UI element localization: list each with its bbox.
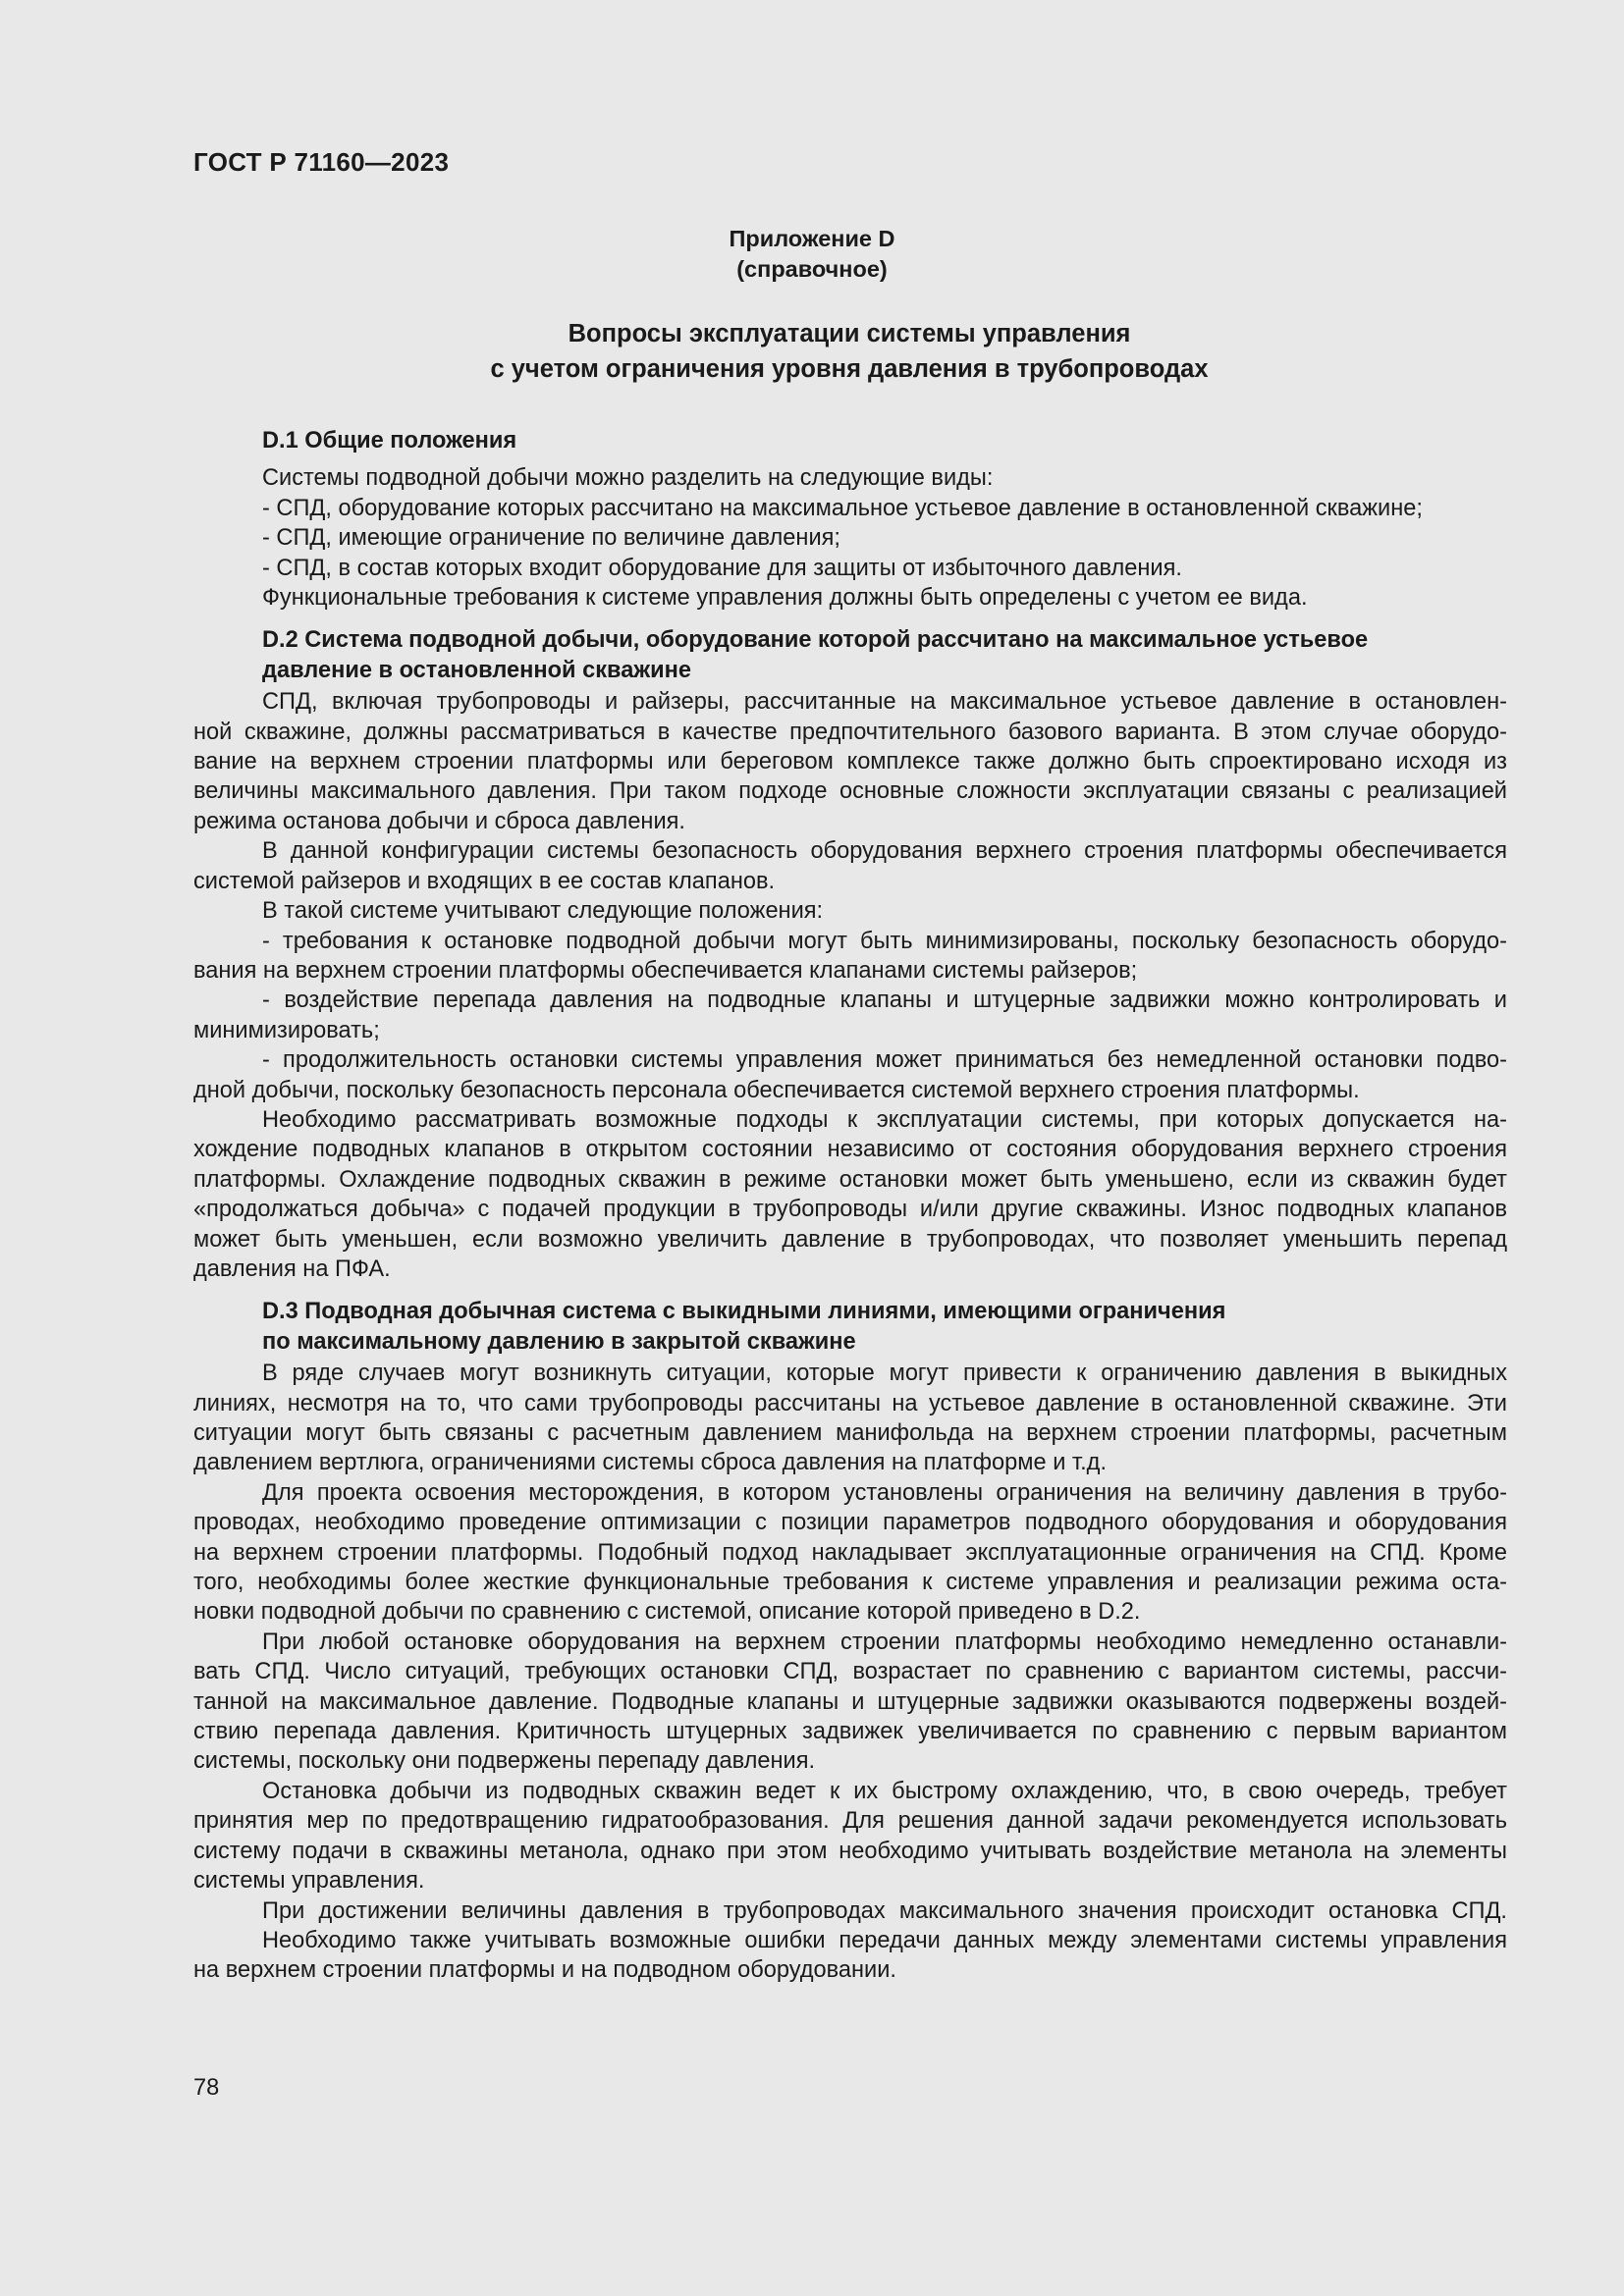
text-line: того, необходимы более жесткие функциональные требования к системе управления и реализации режима оста-: [193, 1570, 1507, 1596]
appendix-heading: [0, 224, 1624, 285]
text-line: системой райзеров и входящих в ее состав клапанов.: [193, 868, 776, 894]
list-item: - воздействие перепада давления на подводные клапаны и штуцерные задвижки можно контролировать и: [262, 988, 1507, 1014]
text-line: СПД, включая трубопроводы и райзеры, рассчитанные на максимальное устьевое давление в остановлен-: [262, 689, 1507, 716]
text-line: проводах, необходимо проведение оптимизации с позиции параметров подводного оборудования и оборудования: [193, 1510, 1507, 1536]
heading-line: по максимальному давлению в закрытой скважине: [262, 1328, 856, 1355]
text-line: режима останова добычи и сброса давления.: [193, 808, 685, 834]
text-line: Необходимо также учитывать возможные ошибки передачи данных между элементами системы управления: [262, 1927, 1507, 1953]
heading-line: D.3 Подводная добычная система с выкидными линиями, имеющими ограничения: [262, 1299, 1226, 1325]
text-line: линиях, несмотря на то, что сами трубопроводы рассчитаны на устьевое давление в остановленной скважине. Эти: [193, 1390, 1507, 1416]
document-body: [193, 426, 1507, 1986]
text-line: может быть уменьшен, если возможно увеличить давление в трубопроводах, что позволяет уменьшить перепад: [193, 1226, 1507, 1253]
list-item: вания на верхнем строении платформы обеспечивается клапанами системы райзеров;: [193, 957, 1138, 984]
text-line: Необходимо рассматривать возможные подходы к эксплуатации системы, при которых допускается на-: [262, 1106, 1507, 1133]
section-heading-d3: [193, 1297, 1507, 1357]
section-heading-d1: D.1 Общие положения: [262, 428, 517, 454]
text-line: на верхнем строении платформы. Подобный подход накладывает эксплуатационные ограничения на СПД. Кроме: [193, 1539, 1507, 1566]
text-line: вание на верхнем строении платформы или береговом комплексе также должно быть спроектировано исходя из: [193, 749, 1507, 775]
appendix-name: Приложение D: [729, 226, 895, 251]
list-item: - продолжительность остановки системы управления может приниматься без немедленной остановки подво-: [262, 1047, 1507, 1074]
text-line: ной скважине, должны рассматриваться в качестве предпочтительного базового варианта. В этом случае оборудо-: [193, 719, 1507, 745]
text-line: систему подачи в скважины метанола, однако при этом необходимо учитывать воздействие метанола на элементы: [193, 1838, 1507, 1864]
list-item: дной добычи, поскольку безопасность персонала обеспечивается системой верхнего строения платформы.: [193, 1077, 1360, 1103]
text-line: вать СПД. Число ситуаций, требующих остановки СПД, возрастает по сравнению с вариантом системы, рассчи-: [193, 1659, 1507, 1685]
text-line: системы, поскольку они подвержены перепаду давления.: [193, 1748, 816, 1775]
text-line: В данной конфигурации системы безопасность оборудования верхнего строения платформы обеспечивается: [262, 838, 1507, 865]
text-line: В ряде случаев могут возникнуть ситуации, которые могут привести к ограничению давления в выкидных: [262, 1361, 1507, 1387]
text-line: «продолжаться добыча» с подачей продукции в трубопроводы и/или другие скважины. Износ подводных клапанов: [193, 1197, 1507, 1223]
list-item: - СПД, имеющие ограничение по величине давления;: [262, 525, 840, 552]
text-line: давления на ПФА.: [193, 1255, 391, 1282]
text-line: величины максимального давления. При таком подходе основные сложности эксплуатации связаны с реализацией: [193, 778, 1507, 805]
heading-line: давление в остановленной скважине: [262, 657, 691, 683]
text-line: ствию перепада давления. Критичность штуцерных задвижек увеличивается по сравнению с первым вариантом: [193, 1719, 1507, 1745]
text-line: танной на максимальное давление. Подводные клапаны и штуцерные задвижки оказываются подвержены воздей-: [193, 1688, 1507, 1715]
list-item: минимизировать;: [193, 1017, 380, 1043]
text-line: Для проекта освоения месторождения, в котором установлены ограничения на величину давления в трубо-: [262, 1479, 1507, 1506]
text-line: платформы. Охлаждение подводных скважин в режиме остановки может быть уменьшено, если из скважин будет: [193, 1166, 1507, 1193]
appendix-title: [0, 316, 1624, 387]
title-line: с учетом ограничения уровня давления в трубопроводах: [490, 355, 1209, 383]
text-line: ситуации могут быть связаны с расчетным давлением манифольда на верхнем строении платформы, расчетным: [193, 1420, 1507, 1446]
text-line: Остановка добычи из подводных скважин ведет к их быстрому охлаждению, что, в свою очередь, требует: [262, 1778, 1507, 1804]
heading-line: D.2 Система подводной добычи, оборудование которой рассчитано на максимальное устьевое: [262, 627, 1369, 654]
text-line: хождение подводных клапанов в открытом состоянии независимо от состояния оборудования верхнего строения: [193, 1137, 1507, 1163]
text-line: При достижении величины давления в трубопроводах максимального значения происходит остановка СПД.: [262, 1897, 1507, 1924]
text-line: давлением вертлюга, ограничениями системы сброса давления на платформе и т.д.: [193, 1450, 1107, 1476]
list-item: - СПД, в состав которых входит оборудование для защиты от избыточного давления.: [262, 555, 1182, 581]
section-heading-d2: [193, 625, 1507, 685]
text-line: При любой остановке оборудования на верхнем строении платформы необходимо немедленно останавли-: [262, 1629, 1507, 1655]
list-item: - требования к остановке подводной добычи могут быть минимизированы, поскольку безопасность оборудо-: [262, 928, 1507, 954]
text-line: системы управления.: [193, 1868, 425, 1895]
appendix-type: (справочное): [736, 256, 888, 282]
list-item: - СПД, оборудование которых рассчитано на максимальное устьевое давление в остановленной скважине;: [262, 495, 1423, 521]
document-code: ГОСТ Р 71160—2023: [193, 147, 450, 177]
text-line: Системы подводной добычи можно разделить на следующие виды:: [262, 465, 994, 492]
text-line: В такой системе учитывают следующие положения:: [262, 898, 824, 925]
text-line: новки подводной добычи по сравнению с системой, описание которой приведено в D.2.: [193, 1599, 1141, 1626]
text-line: Функциональные требования к системе управления должны быть определены с учетом ее вида.: [262, 585, 1308, 612]
text-line: принятия мер по предотвращению гидратообразования. Для решения данной задачи рекомендуется использовать: [193, 1808, 1507, 1835]
title-line: Вопросы эксплуатации системы управления: [568, 320, 1131, 347]
text-line: на верхнем строении платформы и на подводном оборудовании.: [193, 1957, 896, 1984]
page-number: 78: [193, 2075, 220, 2101]
